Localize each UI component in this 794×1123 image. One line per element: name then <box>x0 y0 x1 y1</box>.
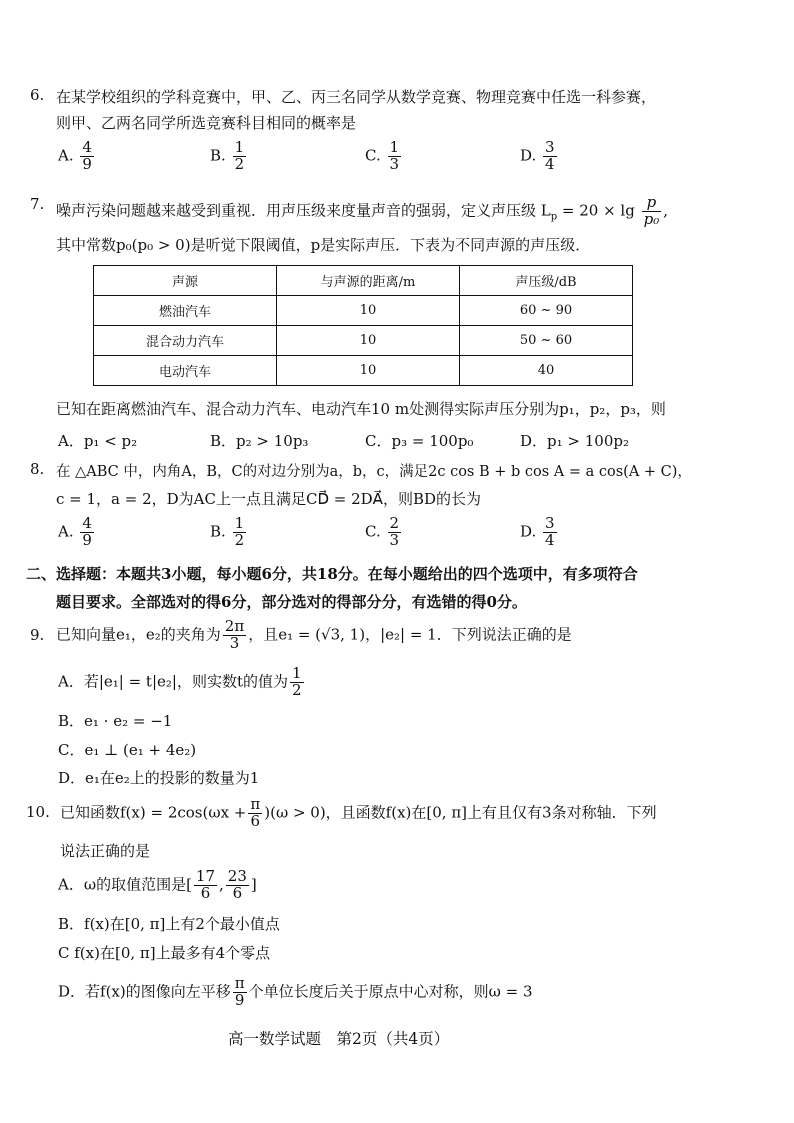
q9-option-a: A．若|e₁| = t|e₂|，则实数t的值为 $\frac{1}{2}$ <box>58 664 302 699</box>
q8-option-b: B. $\frac{1}{2}$ <box>210 514 245 549</box>
q6-stem-line1: 在某学校组织的学科竞赛中，甲、乙、丙三名同学从数学竞赛、物理竞赛中任选一科参赛， <box>56 88 657 106</box>
q10-option-d: D．若f(x)的图像向左平移 $\frac{\pi}{9}$ 个单位长度后关于原点中心对称，则ω = 3 <box>58 974 533 1009</box>
q7-option-c: C．p₃ = 100p₀ <box>365 432 474 450</box>
q7-option-a: A．p₁ < p₂ <box>58 432 138 450</box>
q9-stem: 已知向量e₁，e₂的夹角为 $\frac{2\pi}{3}$ ，且e₁ = (√3, 1)，|e₂| = 1．下列说法正确的是 <box>56 617 572 652</box>
q6-option-a: A. $\frac{4}{9}$ <box>58 138 92 173</box>
q6-stem-line2: 则甲、乙两名同学所选竞赛科目相同的概率是 <box>56 114 357 132</box>
q8-option-d: D. $\frac{3}{4}$ <box>520 514 555 549</box>
q10-option-a: A．ω的取值范围是[ $\frac{17}{6}$ , $\frac{23}{6}$ ] <box>58 867 257 902</box>
q7-option-d: D．p₁ > 100p₂ <box>520 432 629 450</box>
q8-stem-line1: 在 △ABC 中，内角A，B，C的对边分别为a，b，c，满足2c cos B + b cos A = a cos(A + C)， <box>56 464 692 480</box>
page-footer: 高一数学试题 第2页（共4页） <box>228 1030 450 1048</box>
section2-heading-line1: 二、选择题：本题共3小题，每小题6分，共18分。在每小题给出的四个选项中，有多项符合 <box>26 565 638 583</box>
q10-stem-line2: 说法正确的是 <box>60 842 151 860</box>
q6-number: 6. <box>30 86 45 104</box>
q10-option-b: B．f(x)在[0, π]上有2个最小值点 <box>58 915 280 933</box>
q8-option-a: A. $\frac{4}{9}$ <box>58 514 92 549</box>
table-row: 燃油汽车 10 60 ~ 90 <box>94 296 633 326</box>
q10-number: 10. <box>26 803 50 821</box>
q6-option-c: C. $\frac{1}{3}$ <box>365 138 400 173</box>
q9-option-d: D．e₁在e₂上的投影的数量为1 <box>58 769 260 787</box>
sound-level-table <box>93 265 633 386</box>
q8-stem-line2: c = 1，a = 2，D为AC上一点且满足CD⃗ = 2DA⃗，则BD的长为 <box>56 490 481 508</box>
q7-option-b: B．p₂ > 10p₃ <box>210 432 309 450</box>
q10-stem-line1: 已知函数f(x) = 2cos(ωx + $\frac{\pi}{6}$ )(ω > 0)，且函数f(x)在[0, π]上有且仅有3条对称轴．下列 <box>60 795 657 830</box>
q7-stem-line1: 噪声污染问题越来越受到重视．用声压级来度量声音的强弱，定义声压级 $L_p = 20 \times \lg$ $\frac{p}{\text{p₀}}$ , <box>56 193 669 228</box>
q8-number: 8. <box>30 460 45 478</box>
table-row: 电动汽车 10 40 <box>94 356 633 386</box>
q9-option-c: C．e₁ ⊥ (e₁ + 4e₂) <box>58 741 197 759</box>
q9-option-b: B．e₁ · e₂ = −1 <box>58 712 173 730</box>
q7-stem-line3: 已知在距离燃油汽车、混合动力汽车、电动汽车10 m处测得实际声压分别为p₁，p₂，p₃，则 <box>56 400 666 418</box>
q7-number: 7. <box>30 195 45 213</box>
section2-heading-line2: 题目要求。全部选对的得6分，部分选对的得部分分，有选错的得0分。 <box>56 593 527 611</box>
q7-stem-line2: 其中常数p₀(p₀ > 0)是听觉下限阈值，p是实际声压．下表为不同声源的声压级． <box>56 236 591 254</box>
table-header-row: 声源 与声源的距离/m 声压级/dB <box>94 266 633 296</box>
q8-option-c: C. $\frac{2}{3}$ <box>365 514 400 549</box>
q6-option-b: B. $\frac{1}{2}$ <box>210 138 245 173</box>
table-row: 混合动力汽车 10 50 ~ 60 <box>94 326 633 356</box>
q6-option-d: D. $\frac{3}{4}$ <box>520 138 555 173</box>
q10-option-c: C f(x)在[0, π]上最多有4个零点 <box>58 944 271 962</box>
q9-number: 9. <box>30 626 45 644</box>
